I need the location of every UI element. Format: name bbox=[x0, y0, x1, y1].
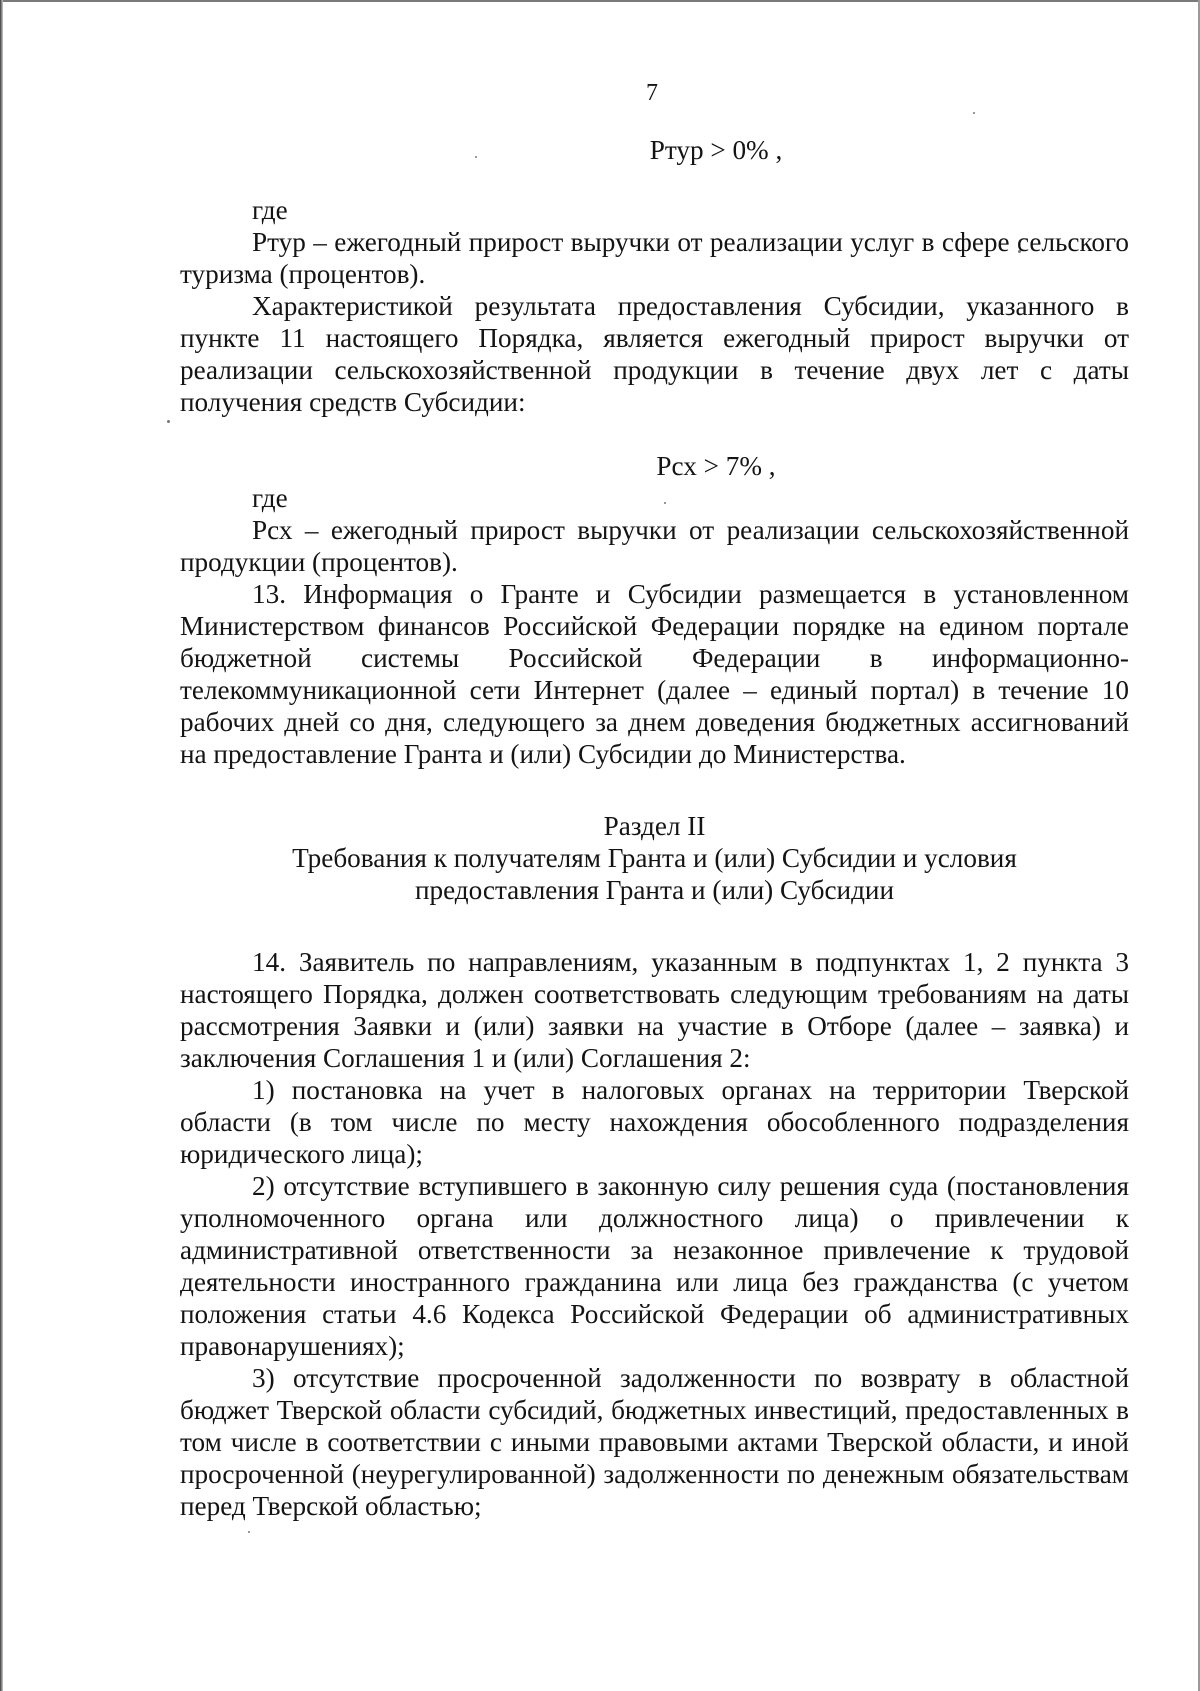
where-label: где bbox=[252, 483, 288, 513]
scan-edge-left bbox=[0, 0, 3, 1691]
scan-speck bbox=[248, 1531, 250, 1533]
section-title-line2: предоставления Гранта и (или) Субсидии bbox=[414, 875, 895, 905]
paragraph-rtur-definition: Ртур – ежегодный прирост выручки от реализации услуг в сфере сельского туризма (процентов). bbox=[180, 227, 1129, 289]
formula-rsx: Рсх > 7% , bbox=[656, 451, 776, 481]
formula-rtur: Ртур > 0% , bbox=[649, 135, 783, 165]
list-item: 1) постановка на учет в налоговых органах на территории Тверской области (в том числе по месту нахождения обособленного подразделения юридического лица); bbox=[180, 1075, 1129, 1169]
section-heading: Раздел II bbox=[603, 811, 706, 841]
list-item: 2) отсутствие вступившего в законную силу решения суда (постановления уполномоченного органа или должностного лица) о привлечении к административной ответственности за незаконное привлечение к трудовой деятельности иностранного гражданина или лица без гражданства (с учетом положения статьи 4.6 Кодекса Российской Федерации об административных правонарушениях); bbox=[180, 1171, 1129, 1361]
section-title-line1: Требования к получателям Гранта и (или) Субсидии и условия bbox=[292, 843, 1017, 873]
scan-speck bbox=[167, 420, 170, 423]
scan-edge-top bbox=[0, 0, 1200, 2]
paragraph-rsx-definition: Рсх – ежегодный прирост выручки от реализации сельскохозяйственной продукции (процентов). bbox=[180, 515, 1129, 577]
scan-speck bbox=[973, 112, 975, 114]
paragraph-14: 14. Заявитель по направлениям, указанным в подпунктах 1, 2 пункта 3 настоящего Порядка, должен соответствовать следующим требованиям на даты рассмотрения Заявки и (или) заявки на участие в Отборе (далее – заявка) и заключения Соглашения 1 и (или) Соглашения 2: bbox=[180, 947, 1129, 1073]
paragraph-13: 13. Информация о Гранте и Субсидии размещается в установленном Министерством финансов Российской Федерации порядке на едином портале бюджетной системы Российской Федерации в информационно-телекоммуникационной сети Интернет (далее – единый портал) в течение 10 рабочих дней со дня, следующего за днем доведения бюджетных ассигнований на предоставление Гранта и (или) Субсидии до Министерства. bbox=[180, 579, 1129, 769]
list-item: 3) отсутствие просроченной задолженности по возврату в областной бюджет Тверской области субсидий, бюджетных инвестиций, предоставленных в том числе в соответствии с иными правовыми актами Тверской области, и иной просроченной (неурегулированной) задолженности по денежным обязательствам перед Тверской областью; bbox=[180, 1363, 1129, 1521]
page-number: 7 bbox=[646, 80, 658, 106]
where-label: где bbox=[252, 195, 288, 225]
document-body bbox=[180, 134, 1129, 1522]
paragraph-result-characteristic: Характеристикой результата предоставления Субсидии, указанного в пункте 11 настоящего Порядка, является ежегодный прирост выручки от реализации сельскохозяйственной продукции в течение двух лет с даты получения средств Субсидии: bbox=[180, 291, 1129, 417]
